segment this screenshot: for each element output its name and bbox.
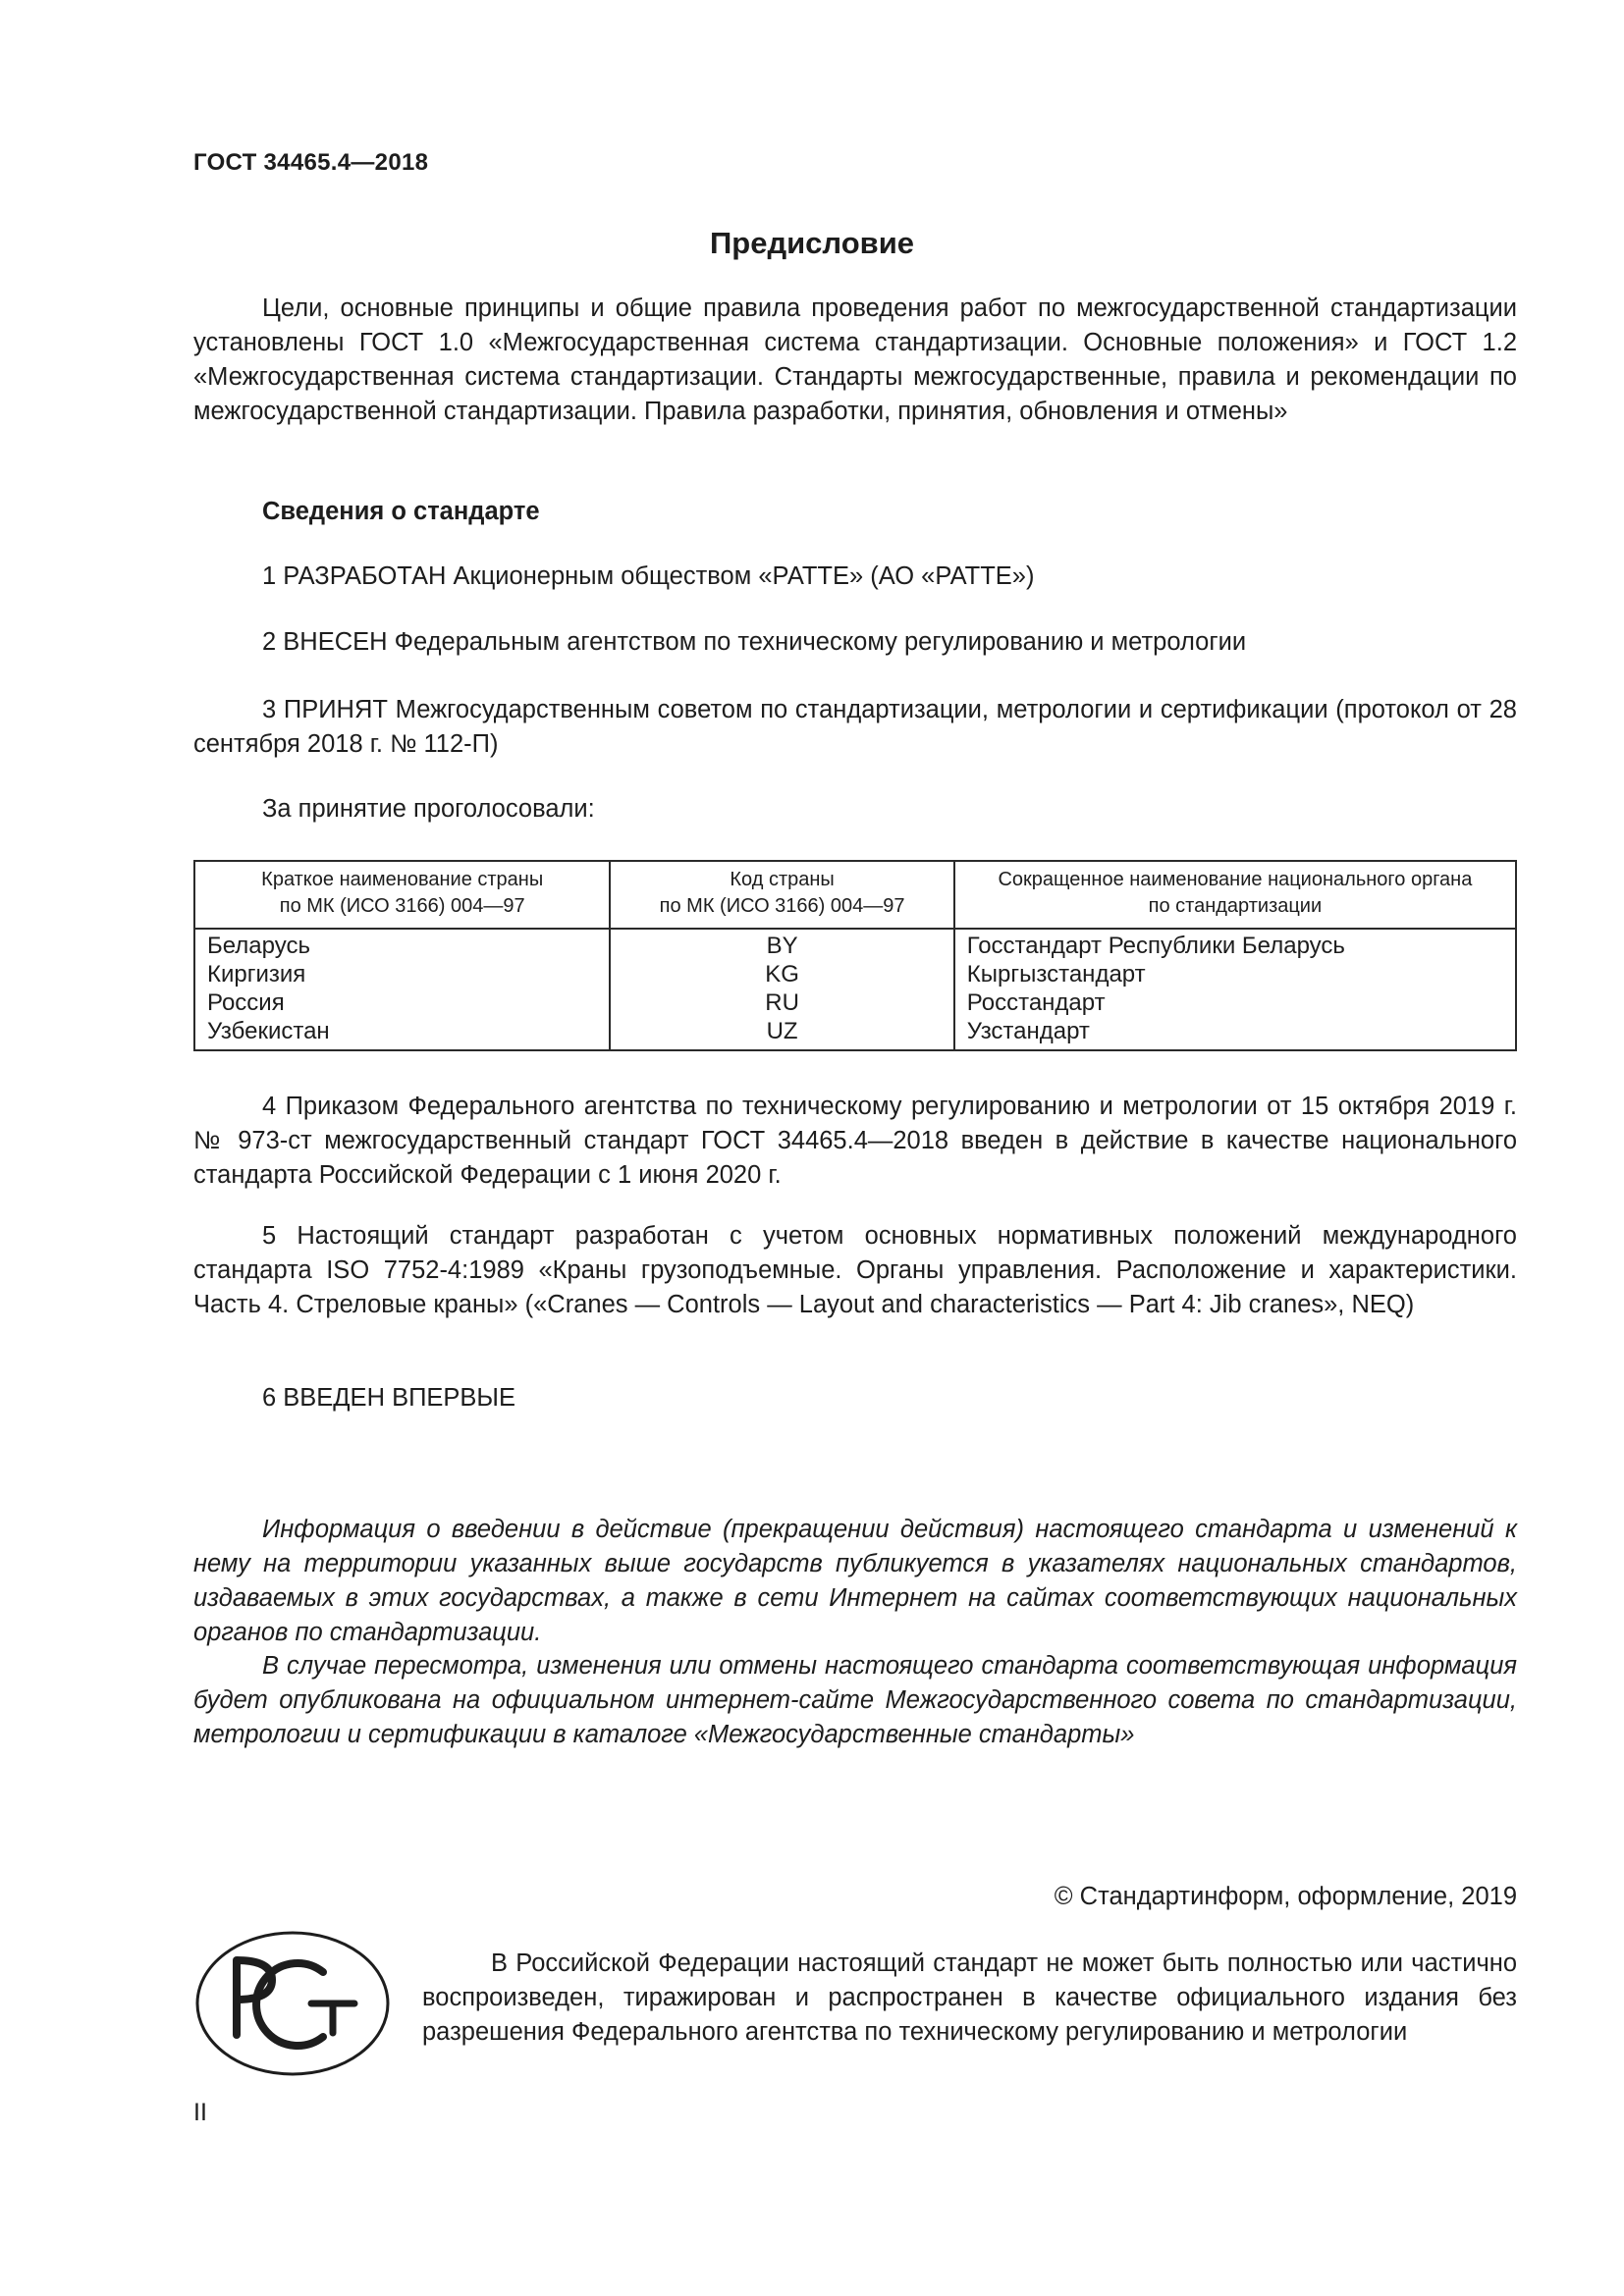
page-number: II bbox=[193, 2099, 207, 2126]
item-1-developed: 1 РАЗРАБОТАН Акционерным обществом «РАТТЕ» (АО «РАТТЕ») bbox=[262, 562, 1035, 590]
column-header-organ bbox=[954, 861, 1516, 929]
country-cell: Беларусь bbox=[207, 933, 310, 959]
info-heading: Сведения о стандарте bbox=[262, 498, 540, 525]
notice-paragraph-1: Информация о введении в действие (прекращении действия) настоящего стандарта и изменений к нему на территории указанных выше государств публикуется в указателях национальных стандартов, издаваемых в этих государствах, а также в сети Интернет на сайтах соответствующих национальных органов по стандартизации. bbox=[193, 1516, 1517, 1646]
code-cell: BY bbox=[610, 929, 953, 960]
organ-cell: Кыргызстандарт bbox=[954, 960, 1516, 988]
code-cell: RU bbox=[610, 988, 953, 1017]
table-row bbox=[194, 960, 1516, 988]
voted-label: За принятие проголосовали: bbox=[262, 795, 595, 823]
item-4-order: 4 Приказом Федерального агентства по техническому регулированию и метрологии от 15 октября 2019 г. № 973-ст межгосударственный стандарт ГОСТ 34465.4—2018 введен в действие в качестве национального стандарта Российской Федерации с 1 июня 2020 г. bbox=[193, 1093, 1517, 1189]
notice-paragraph-2: В случае пересмотра, изменения или отмены настоящего стандарта соответствующая информация будет опубликована на официальном интернет-сайте Межгосударственного совета по стандартизации, метрологии и сертификации в каталоге «Межгосударственные стандарты» bbox=[193, 1652, 1517, 1748]
organ-cell: Росстандарт bbox=[954, 988, 1516, 1017]
column-header-country bbox=[194, 861, 610, 929]
table-row bbox=[194, 988, 1516, 1017]
voting-countries-table bbox=[193, 860, 1517, 1051]
code-cell: UZ bbox=[610, 1017, 953, 1050]
column-header-country-line1: Краткое наименование страны bbox=[261, 869, 544, 890]
table-row bbox=[194, 929, 1516, 960]
item-6-first-introduced: 6 ВВЕДЕН ВПЕРВЫЕ bbox=[262, 1384, 516, 1412]
organ-cell: Госстандарт Республики Беларусь bbox=[954, 929, 1516, 960]
legal-text: В Российской Федерации настоящий стандарт не может быть полностью или частично воспроизведен, тиражирован и распространен в качестве официального издания без разрешения Федерального агентства по техническому регулированию и метрологии bbox=[422, 1949, 1517, 2046]
intro-paragraph: Цели, основные принципы и общие правила проведения работ по межгосударственной стандартизации установлены ГОСТ 1.0 «Межгосударственная система стандартизации. Основные положения» и ГОСТ 1.2 «Межгосударственная система стандартизации. Стандарты межгосударственные, правила и рекомендации по межгосударственной стандартизации. Правила разработки, принятия, обновления и отмены» bbox=[193, 294, 1517, 425]
item-2-introduced: 2 ВНЕСЕН Федеральным агентством по техническому регулированию и метрологии bbox=[262, 628, 1247, 656]
copyright-line: © Стандартинформ, оформление, 2019 bbox=[1054, 1883, 1517, 1910]
column-header-code-line1: Код страны bbox=[730, 869, 835, 890]
column-header-organ-line2: по стандартизации bbox=[1148, 895, 1323, 917]
organ-cell: Узстандарт bbox=[954, 1017, 1516, 1050]
legal-notice bbox=[422, 1947, 1517, 2050]
rst-certification-mark-icon bbox=[193, 1929, 392, 2078]
column-header-organ-line1: Сокращенное наименование национального органа bbox=[998, 869, 1473, 890]
item-5-based-on-iso: 5 Настоящий стандарт разработан с учетом основных нормативных положений международного стандарта ISO 7752-4:1989 «Краны грузоподъемные. Органы управления. Расположение и характеристики. Часть 4. Стреловые краны» («Cranes — Controls — Layout and characteristics — Part 4: Jib cranes», NEQ) bbox=[193, 1222, 1517, 1318]
item-3-adopted: 3 ПРИНЯТ Межгосударственным советом по стандартизации, метрологии и сертификации (протокол от 28 сентября 2018 г. № 112-П) bbox=[193, 696, 1517, 758]
page-title: Предисловие bbox=[709, 226, 914, 260]
column-header-code-line2: по МК (ИСО 3166) 004—97 bbox=[659, 895, 905, 917]
column-header-country-line2: по МК (ИСО 3166) 004—97 bbox=[279, 895, 525, 917]
document-id-header: ГОСТ 34465.4—2018 bbox=[193, 149, 429, 176]
code-cell: KG bbox=[610, 960, 953, 988]
column-header-code bbox=[610, 861, 953, 929]
country-cell: Россия bbox=[207, 989, 285, 1016]
table-row bbox=[194, 1017, 1516, 1050]
country-cell: Узбекистан bbox=[207, 1018, 330, 1044]
country-cell: Киргизия bbox=[207, 961, 306, 988]
table-header-row bbox=[194, 861, 1516, 929]
